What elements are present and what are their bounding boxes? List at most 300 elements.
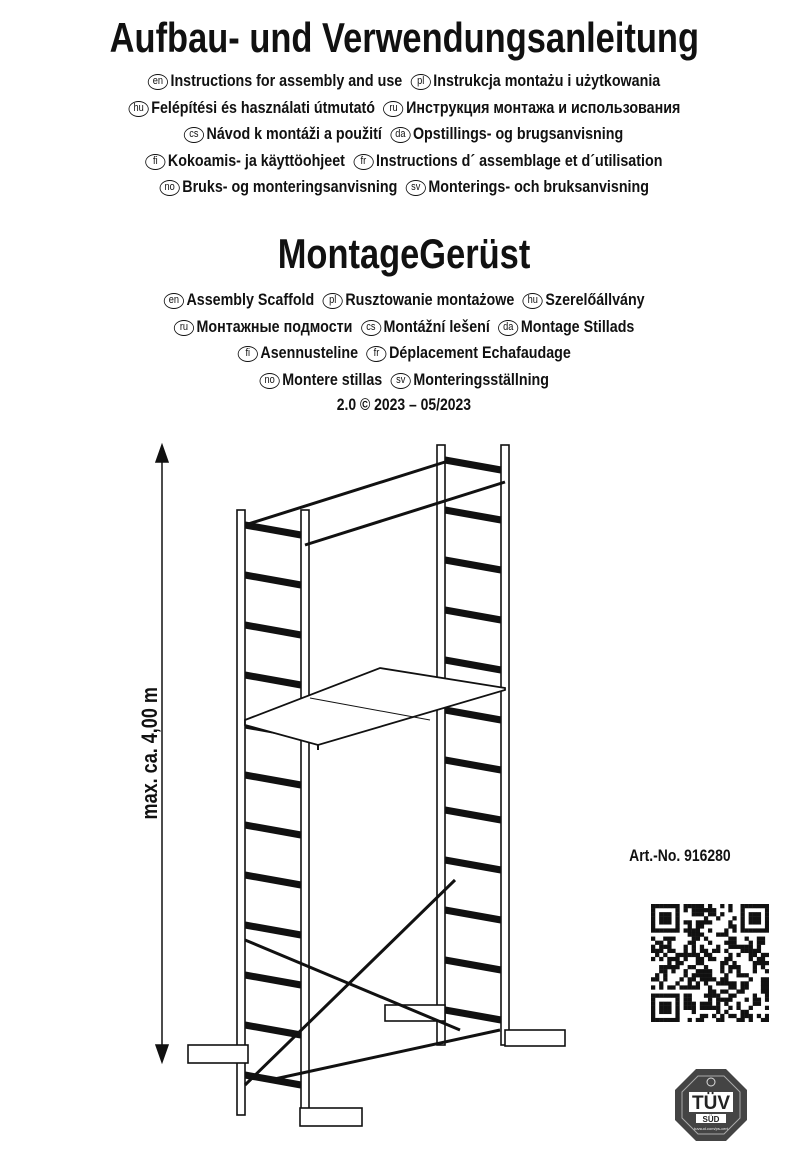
qr-module: [765, 998, 769, 1002]
qr-module: [700, 1002, 704, 1006]
left-frame-rung: [245, 825, 301, 835]
qr-module: [688, 953, 692, 957]
qr-module: [663, 945, 667, 949]
qr-module: [736, 973, 740, 977]
left-frame-rung: [245, 625, 301, 635]
qr-module: [712, 908, 716, 912]
qr-module: [651, 1018, 655, 1022]
qr-module: [728, 969, 732, 973]
qr-module: [765, 904, 769, 908]
qr-module: [675, 1018, 679, 1022]
qr-module: [708, 994, 712, 998]
qr-module: [765, 920, 769, 924]
qr-module: [708, 957, 712, 961]
qr-module: [688, 977, 692, 981]
qr-module: [757, 912, 761, 916]
qr-module: [732, 981, 736, 985]
qr-module: [692, 941, 696, 945]
instruction-title-text: Instrukcja montażu i użytkowania: [433, 71, 661, 90]
qr-module: [696, 973, 700, 977]
qr-module: [663, 916, 667, 920]
qr-module: [753, 961, 757, 965]
qr-module: [688, 985, 692, 989]
instruction-title-text: Návod k montáži a použití: [206, 124, 383, 143]
qr-module: [700, 949, 704, 953]
qr-module: [765, 1006, 769, 1010]
qr-module: [708, 941, 712, 945]
qr-module: [741, 912, 745, 916]
qr-module: [651, 949, 655, 953]
qr-module: [684, 1006, 688, 1010]
qr-module: [741, 981, 745, 985]
qr-module: [659, 920, 663, 924]
qr-module: [720, 904, 724, 908]
language-code-badge: hu: [128, 101, 148, 117]
right-frame-rung: [445, 660, 501, 670]
qr-module: [753, 953, 757, 957]
qr-module: [765, 1014, 769, 1018]
main-title: Aufbau- und Verwendungsanleitung: [109, 14, 699, 61]
qr-module: [749, 977, 753, 981]
qr-module: [765, 912, 769, 916]
qr-module: [720, 969, 724, 973]
qr-module: [736, 989, 740, 993]
qr-module: [659, 994, 663, 998]
qr-module: [696, 932, 700, 936]
qr-module: [724, 961, 728, 965]
qr-module: [749, 916, 753, 920]
qr-module: [700, 945, 704, 949]
qr-module: [761, 981, 765, 985]
qr-module: [749, 912, 753, 916]
qr-module: [659, 1002, 663, 1006]
qr-module: [667, 916, 671, 920]
qr-module: [720, 1018, 724, 1022]
right-frame-rung: [445, 1010, 501, 1020]
qr-module: [724, 989, 728, 993]
qr-module: [728, 937, 732, 941]
qr-module: [696, 957, 700, 961]
qr-module: [732, 994, 736, 998]
qr-module: [675, 1002, 679, 1006]
instruction-title-text: Opstillings- og brugsanvisning: [413, 124, 624, 143]
left-frame-rung: [245, 775, 301, 785]
qr-module: [761, 957, 765, 961]
qr-module: [696, 1018, 700, 1022]
qr-module: [720, 977, 724, 981]
qr-module: [675, 928, 679, 932]
language-code-badge: cs: [361, 320, 381, 336]
qr-module: [659, 981, 663, 985]
qr-module: [651, 994, 655, 998]
qr-module: [728, 945, 732, 949]
qr-module: [704, 920, 708, 924]
qr-module: [741, 920, 745, 924]
qr-module: [708, 998, 712, 1002]
qr-module: [675, 994, 679, 998]
product-title: MontageGerüst: [277, 230, 531, 277]
qr-module: [724, 1010, 728, 1014]
qr-module: [692, 973, 696, 977]
qr-module: [659, 957, 663, 961]
qr-module: [667, 957, 671, 961]
qr-module: [659, 1018, 663, 1022]
qr-module: [659, 904, 663, 908]
qr-module: [679, 985, 683, 989]
qr-module: [704, 908, 708, 912]
qr-module: [688, 1002, 692, 1006]
qr-module: [671, 985, 675, 989]
instruction-title-text: Bruks- og monteringsanvisning: [181, 177, 398, 196]
qr-module: [732, 916, 736, 920]
qr-module: [716, 994, 720, 998]
right-frame-rung: [445, 710, 501, 720]
qr-module: [765, 953, 769, 957]
qr-module: [692, 1006, 696, 1010]
language-code-badge: da: [498, 320, 518, 336]
language-code-badge: pl: [322, 293, 342, 309]
left-frame-rung: [245, 675, 301, 685]
qr-module: [659, 912, 663, 916]
qr-module: [692, 953, 696, 957]
qr-module: [679, 953, 683, 957]
qr-module: [651, 912, 655, 916]
qr-module: [757, 937, 761, 941]
left-frame-rung: [245, 1025, 301, 1035]
qr-module: [659, 941, 663, 945]
instruction-title-text: Инструкция монтажа и использования: [405, 97, 680, 117]
qr-module: [761, 977, 765, 981]
qr-module: [724, 973, 728, 977]
qr-module: [663, 965, 667, 969]
language-code-badge: fi: [237, 346, 257, 362]
qr-module: [655, 953, 659, 957]
right-frame-rung: [445, 460, 501, 470]
qr-module: [761, 928, 765, 932]
qr-module: [688, 1006, 692, 1010]
right-frame-rung: [445, 510, 501, 520]
svg-text:tuvsud.com/ps-cert: tuvsud.com/ps-cert: [694, 1126, 728, 1131]
qr-module: [671, 937, 675, 941]
qr-module: [741, 916, 745, 920]
product-name-text: Rusztowanie montażowe: [345, 290, 515, 309]
qr-module: [757, 1014, 761, 1018]
qr-module: [692, 928, 696, 932]
qr-module: [749, 904, 753, 908]
qr-module: [700, 957, 704, 961]
qr-module: [696, 969, 700, 973]
qr-module: [696, 953, 700, 957]
qr-module: [700, 912, 704, 916]
right-frame-rung: [445, 860, 501, 870]
qr-module: [732, 985, 736, 989]
qr-module: [749, 1006, 753, 1010]
qr-module: [675, 908, 679, 912]
qr-module: [704, 937, 708, 941]
qr-module: [667, 1002, 671, 1006]
right-frame-rung: [445, 960, 501, 970]
qr-module: [736, 953, 740, 957]
qr-module: [651, 977, 655, 981]
qr-module: [700, 920, 704, 924]
qr-module: [741, 904, 745, 908]
qr-module: [675, 981, 679, 985]
qr-module: [684, 957, 688, 961]
qr-module: [675, 1014, 679, 1018]
qr-module: [675, 916, 679, 920]
qr-module: [753, 998, 757, 1002]
qr-module: [692, 912, 696, 916]
qr-module: [684, 1002, 688, 1006]
qr-module: [716, 1018, 720, 1022]
qr-module: [724, 941, 728, 945]
right-frame-rung: [445, 610, 501, 620]
qr-module: [651, 920, 655, 924]
qr-module: [684, 994, 688, 998]
qr-module: [692, 932, 696, 936]
qr-module: [741, 989, 745, 993]
qr-module: [700, 973, 704, 977]
qr-module: [655, 973, 659, 977]
qr-module: [720, 965, 724, 969]
qr-module: [700, 1014, 704, 1018]
qr-module: [728, 904, 732, 908]
qr-module: [671, 965, 675, 969]
qr-module: [741, 973, 745, 977]
product-name-text: Монтажные подмости: [196, 316, 353, 336]
qr-module: [741, 1018, 745, 1022]
qr-module: [712, 1014, 716, 1018]
qr-module: [724, 957, 728, 961]
qr-module: [765, 994, 769, 998]
qr-module: [700, 924, 704, 928]
qr-module: [684, 953, 688, 957]
product-name-text: Szerelőállvány: [545, 290, 645, 309]
qr-module: [704, 981, 708, 985]
qr-module: [757, 928, 761, 932]
left-frame-rung: [245, 875, 301, 885]
qr-module: [736, 945, 740, 949]
qr-module: [671, 1018, 675, 1022]
qr-module: [684, 920, 688, 924]
qr-module: [688, 941, 692, 945]
qr-module: [765, 961, 769, 965]
product-name-text: Montere stillas: [281, 369, 382, 389]
left-foot-front: [300, 1108, 362, 1126]
qr-module: [708, 920, 712, 924]
qr-module: [651, 985, 655, 989]
right-frame-rung: [445, 810, 501, 820]
left-frame-upright-left: [237, 510, 245, 1115]
qr-module: [684, 998, 688, 1002]
qr-module: [716, 932, 720, 936]
qr-module: [761, 904, 765, 908]
qr-module: [684, 928, 688, 932]
qr-module: [671, 957, 675, 961]
qr-module: [716, 981, 720, 985]
qr-module: [732, 961, 736, 965]
right-frame-rung: [445, 760, 501, 770]
qr-module: [757, 941, 761, 945]
qr-module: [651, 998, 655, 1002]
qr-module: [765, 916, 769, 920]
qr-module: [708, 989, 712, 993]
qr-module: [761, 941, 765, 945]
qr-module: [667, 937, 671, 941]
qr-module: [741, 924, 745, 928]
qr-module: [667, 1010, 671, 1014]
product-name-text: Déplacement Echafaudage: [388, 343, 571, 362]
qr-module: [655, 928, 659, 932]
qr-module: [688, 994, 692, 998]
qr-module: [728, 908, 732, 912]
left-foot-back: [188, 1045, 248, 1063]
qr-module: [761, 961, 765, 965]
qr-module: [712, 977, 716, 981]
qr-module: [728, 957, 732, 961]
qr-module: [688, 904, 692, 908]
qr-module: [720, 998, 724, 1002]
qr-module: [741, 945, 745, 949]
qr-module: [741, 1010, 745, 1014]
qr-module: [684, 904, 688, 908]
qr-module: [745, 937, 749, 941]
qr-module: [667, 912, 671, 916]
qr-module: [749, 945, 753, 949]
qr-module: [663, 912, 667, 916]
qr-module: [688, 965, 692, 969]
qr-module: [741, 985, 745, 989]
qr-module: [659, 985, 663, 989]
qr-module: [708, 1002, 712, 1006]
language-code-badge: fr: [353, 154, 373, 170]
qr-module: [655, 904, 659, 908]
qr-module: [675, 912, 679, 916]
qr-module: [675, 1010, 679, 1014]
qr-module: [736, 965, 740, 969]
qr-module: [704, 965, 708, 969]
qr-module: [684, 949, 688, 953]
qr-module: [684, 973, 688, 977]
qr-module: [749, 1018, 753, 1022]
qr-module: [692, 965, 696, 969]
qr-module: [720, 912, 724, 916]
qr-module: [704, 994, 708, 998]
right-foot-front: [505, 1030, 565, 1046]
qr-module: [720, 961, 724, 965]
qr-module: [655, 994, 659, 998]
qr-module: [688, 998, 692, 1002]
qr-module: [749, 957, 753, 961]
qr-module: [708, 908, 712, 912]
qr-module: [663, 973, 667, 977]
qr-module: [720, 1014, 724, 1018]
qr-module: [724, 1002, 728, 1006]
qr-module: [663, 1018, 667, 1022]
qr-module: [659, 965, 663, 969]
qr-module: [671, 928, 675, 932]
qr-module: [741, 949, 745, 953]
qr-module: [651, 937, 655, 941]
product-name-text: Montage Stillads: [520, 316, 635, 336]
qr-module: [667, 961, 671, 965]
instruction-title-text: Felépítési és használati útmutató: [150, 97, 375, 117]
tuv-certification-badge: [674, 1068, 748, 1142]
qr-module: [667, 949, 671, 953]
qr-module: [704, 916, 708, 920]
qr-module: [749, 1014, 753, 1018]
qr-module: [655, 1018, 659, 1022]
version-info: 2.0 © 2023 – 05/2023: [336, 395, 472, 414]
qr-module: [736, 1006, 740, 1010]
qr-module: [716, 945, 720, 949]
qr-module: [671, 994, 675, 998]
qr-module: [720, 989, 724, 993]
qr-module: [667, 994, 671, 998]
qr-module: [757, 998, 761, 1002]
qr-module: [732, 965, 736, 969]
instruction-title-text: Kokoamis- ja käyttöohjeet: [168, 150, 346, 170]
qr-module: [655, 949, 659, 953]
qr-module: [700, 904, 704, 908]
qr-module: [757, 916, 761, 920]
qr-module: [700, 961, 704, 965]
qr-module: [692, 977, 696, 981]
qr-module: [667, 965, 671, 969]
qr-module: [708, 977, 712, 981]
qr-module: [651, 904, 655, 908]
qr-module: [708, 912, 712, 916]
qr-module: [745, 1010, 749, 1014]
qr-module: [728, 1006, 732, 1010]
svg-text:SÜD: SÜD: [702, 1115, 720, 1124]
right-frame-rung: [445, 560, 501, 570]
qr-module: [667, 928, 671, 932]
right-frame-upright-left: [437, 445, 445, 1045]
qr-module: [745, 945, 749, 949]
qr-module: [720, 981, 724, 985]
qr-module: [728, 985, 732, 989]
qr-module: [663, 920, 667, 924]
qr-module: [745, 949, 749, 953]
qr-module: [765, 924, 769, 928]
qr-module: [741, 1014, 745, 1018]
qr-module: [765, 989, 769, 993]
language-code-badge: no: [159, 180, 179, 196]
qr-module: [712, 989, 716, 993]
qr-module: [753, 949, 757, 953]
qr-module: [728, 998, 732, 1002]
qr-module: [679, 977, 683, 981]
qr-module: [651, 1014, 655, 1018]
qr-module: [765, 977, 769, 981]
qr-module: [757, 945, 761, 949]
qr-module: [728, 924, 732, 928]
qr-module: [761, 937, 765, 941]
qr-module: [696, 920, 700, 924]
qr-module: [745, 928, 749, 932]
qr-module: [692, 949, 696, 953]
qr-module: [651, 957, 655, 961]
left-frame-rung: [245, 925, 301, 935]
language-code-badge: sv: [405, 180, 425, 196]
qr-code: [651, 904, 769, 1022]
qr-module: [728, 994, 732, 998]
language-code-badge: sv: [390, 373, 410, 389]
qr-module: [692, 985, 696, 989]
qr-module: [757, 920, 761, 924]
qr-module: [708, 953, 712, 957]
